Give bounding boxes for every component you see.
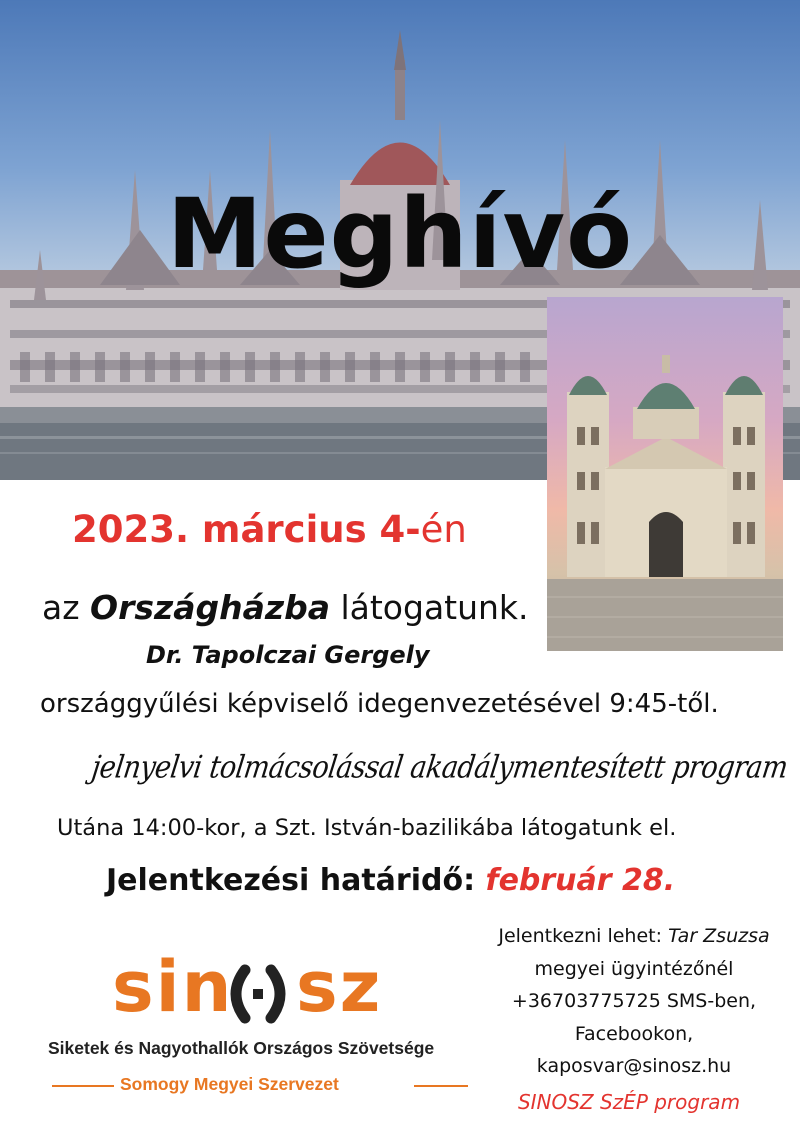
visit-suffix: látogatunk.	[329, 588, 529, 627]
logo-wordmark-left: sin	[112, 946, 234, 1028]
logo-hand-icon	[223, 964, 293, 1024]
registration-deadline	[106, 863, 675, 898]
guide-name: Dr. Tapolczai Gergely	[146, 641, 430, 669]
contact-block	[484, 920, 784, 1083]
guide-role: országgyűlési képviselő idegenvezetésével 9:45-től.	[40, 689, 719, 719]
contact-person: Tar Zsuzsa	[668, 925, 770, 947]
deadline-label: Jelentkezési határidő:	[106, 863, 486, 898]
deadline-date: február 28.	[485, 863, 676, 898]
logo-divider-left	[52, 1085, 114, 1087]
page-title: Meghívó	[166, 178, 634, 290]
visit-line	[42, 588, 529, 627]
logo-wordmark-right: sz	[296, 946, 383, 1028]
event-date-suffix: én	[420, 508, 467, 551]
logo-region: Somogy Megyei Szervezet	[120, 1074, 339, 1094]
visit-place: Országházba	[90, 588, 330, 627]
accessibility-note: jelnyelvi tolmácsolással akadálymentesített program	[89, 749, 790, 786]
visit-prefix: az	[42, 588, 91, 627]
contact-prefix: Jelentkezni lehet:	[498, 925, 669, 947]
basilica-photo	[547, 297, 783, 651]
sinosz-logo	[40, 946, 480, 1106]
contact-person-line	[484, 920, 784, 953]
event-date-main: 2023. március 4-	[72, 508, 421, 551]
logo-subtitle: Siketek és Nagyothallók Országos Szövetsége	[48, 1038, 435, 1058]
logo-divider-right	[414, 1085, 468, 1087]
event-date	[72, 508, 467, 551]
contact-email: kaposvar@sinosz.hu	[536, 1055, 732, 1077]
contact-facebook: Facebookon,	[574, 1022, 694, 1045]
contact-role: megyei ügyintézőnél	[534, 957, 734, 980]
program-label: SINOSZ SzÉP program	[517, 1090, 741, 1114]
contact-phone: +36703775725 SMS-ben,	[511, 990, 757, 1012]
afternoon-visit: Utána 14:00-kor, a Szt. István-bazilikába látogatunk el.	[57, 815, 677, 841]
